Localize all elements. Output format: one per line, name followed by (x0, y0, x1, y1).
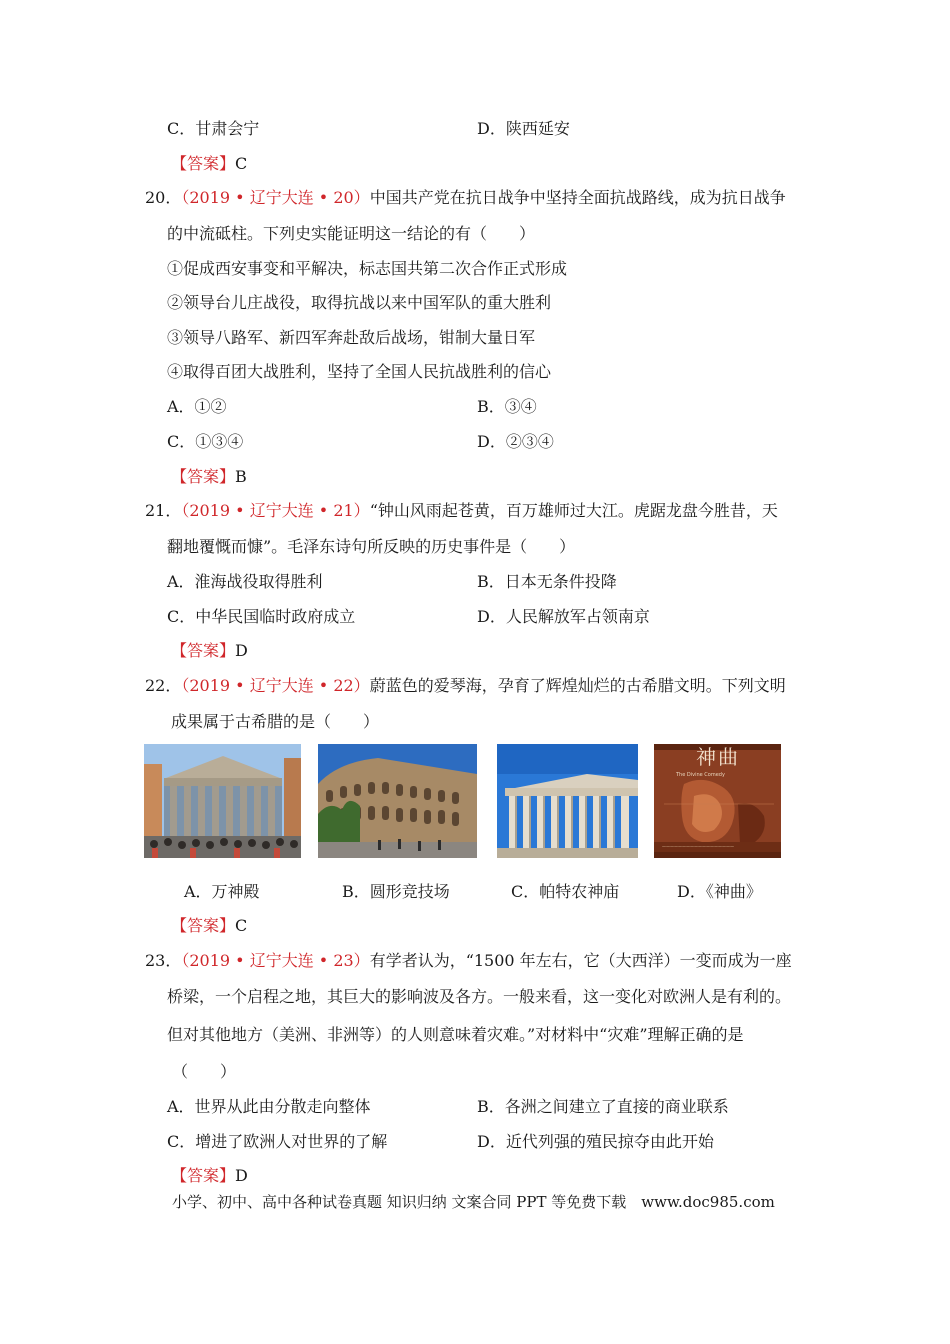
image-caption-b: B．圆形竞技场 (342, 882, 450, 901)
option-b: B．日本无条件投降 (477, 572, 617, 591)
cover-title: 神曲 (696, 745, 740, 769)
question-text: “钟山风雨起苍黄，百万雄师过大江。虎踞龙盘今胜昔，天 (369, 501, 778, 520)
statement-4: ④取得百团大战胜利，坚持了全国人民抗战胜利的信心 (167, 362, 552, 381)
divine-comedy-cover (654, 744, 781, 858)
image-caption-c: C．帕特农神庙 (511, 882, 620, 901)
option-a: A．①② (167, 397, 227, 416)
option-d: D．陕西延安 (477, 119, 570, 138)
option-b: B．③④ (477, 397, 537, 416)
option-d: D．近代列强的殖民掠夺由此开始 (477, 1132, 714, 1151)
image-caption-d: D．《神曲》 (677, 882, 762, 901)
statement-3: ③领导八路军、新四军奔赴敌后战场，钳制大量日军 (167, 328, 536, 347)
colosseum-photo (318, 744, 477, 858)
answer-line (171, 640, 248, 662)
option-d: D．人民解放军占领南京 (477, 607, 650, 626)
answer-line (171, 466, 247, 488)
statement-1: ①促成西安事变和平解决，标志国共第二次合作正式形成 (167, 259, 568, 278)
question-text: 有学者认为，“1500 年左右，它（大西洋）一变而成为一座 (369, 951, 792, 970)
answer-value: D (235, 641, 248, 660)
answer-value: C (235, 916, 248, 935)
question-21-stem-cont: 翻地覆慨而慷”。毛泽东诗句所反映的历史事件是（ ） (167, 537, 576, 556)
parthenon-photo (497, 744, 638, 858)
question-23-stem (145, 950, 792, 972)
statement-2: ②领导台儿庄战役，取得抗战以来中国军队的重大胜利 (167, 293, 552, 312)
pantheon-photo (144, 744, 301, 858)
question-text: 蔚蓝色的爱琴海，孕育了辉煌灿烂的古希腊文明。下列文明 (369, 676, 786, 695)
option-a: A．世界从此由分散走向整体 (167, 1097, 371, 1116)
option-c: C．①③④ (167, 432, 244, 451)
answer-label: 【答案】 (171, 154, 236, 173)
cover-subtitle: The Divine Comedy (676, 772, 725, 778)
question-20-stem (145, 187, 786, 209)
question-source: （2019 • 辽宁大连 • 21） (181, 501, 370, 520)
answer-label: 【答案】 (171, 641, 236, 660)
question-number: 20． (145, 188, 182, 207)
question-number: 23． (145, 951, 182, 970)
option-a: A．淮海战役取得胜利 (167, 572, 323, 591)
option-c: C．中华民国临时政府成立 (167, 607, 356, 626)
question-source: （2019 • 辽宁大连 • 23） (181, 951, 370, 970)
question-number: 21． (145, 501, 182, 520)
option-d: D．②③④ (477, 432, 554, 451)
page-footer: 小学、初中、高中各种试卷真题 知识归纳 文案合同 PPT 等免费下载 www.doc985.com (172, 1193, 775, 1211)
svg-text:——————————————————: —————————————————— (662, 844, 734, 849)
answer-label: 【答案】 (171, 916, 236, 935)
question-text: 中国共产党在抗日战争中坚持全面抗战路线，成为抗日战争 (369, 188, 786, 207)
answer-value: C (235, 154, 248, 173)
answer-line (171, 915, 247, 937)
question-22-stem (145, 675, 786, 697)
answer-value: D (235, 1166, 248, 1185)
question-21-stem (145, 500, 778, 522)
question-source: （2019 • 辽宁大连 • 22） (181, 676, 370, 695)
question-source: （2019 • 辽宁大连 • 20） (181, 188, 370, 207)
question-23-stem-cont: 但对其他地方（美洲、非洲等）的人则意味着灾难。”对材料中“灾难”理解正确的是 (167, 1025, 744, 1044)
option-c: C．增进了欧洲人对世界的了解 (167, 1132, 388, 1151)
option-b: B．各洲之间建立了直接的商业联系 (477, 1097, 729, 1116)
answer-line (171, 1165, 248, 1187)
question-20-stem-cont: 的中流砥柱。下列史实能证明这一结论的有（ ） (167, 224, 536, 243)
question-23-stem-cont: 桥梁，一个启程之地，其巨大的影响波及各方。一般来看，这一变化对欧洲人是有利的。 (167, 987, 792, 1006)
answer-value: B (235, 467, 247, 486)
answer-label: 【答案】 (171, 467, 236, 486)
question-22-stem-cont: 成果属于古希腊的是（ ） (171, 712, 380, 731)
question-number: 22． (145, 676, 182, 695)
answer-blank: （ ） (172, 1062, 237, 1081)
image-caption-a: A．万神殿 (184, 882, 260, 901)
answer-label: 【答案】 (171, 1166, 236, 1185)
answer-line (171, 153, 247, 175)
option-c: C．甘肃会宁 (167, 119, 260, 138)
